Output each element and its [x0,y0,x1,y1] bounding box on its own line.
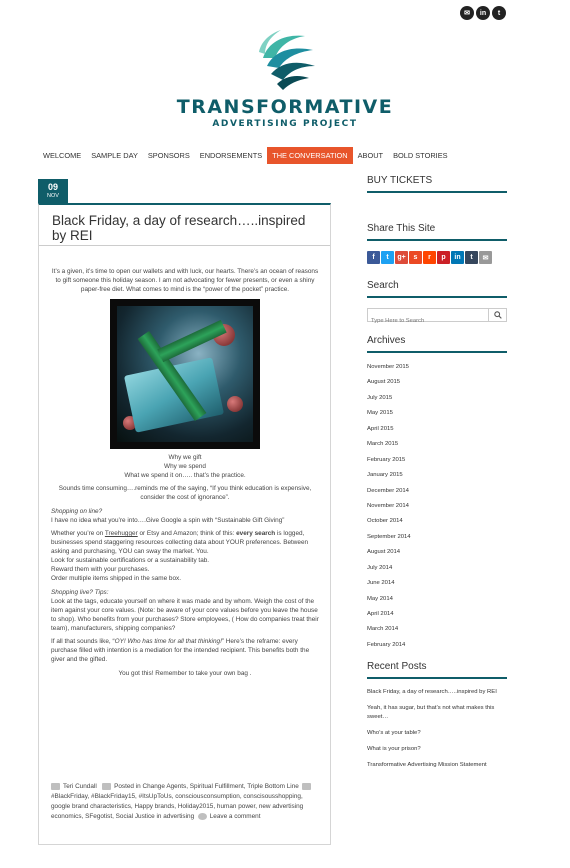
shopping-live-text: Look at the tags, educate yourself on where it was made and by whom. Weigh the cost of the item against your core values. (Note: be aware of your core values before you leave the house to shop). Who benefits from your purchases? Store employees, ( How do companies treat their team), manufacturers, shipping companies? [51,597,319,632]
whether-paragraph: Whether you’re on Treehugger or Etsy and Amazon; think of this: every search is logged, businesses spend staggering resources collecting data about YOUR preferences. Between asking and purchasing, YOU can sway the market. You. [51,530,309,555]
logo-swoosh-icon [253,28,317,94]
search-input[interactable] [368,315,486,327]
blog-post [38,203,331,845]
title-divider [39,245,330,246]
googleplus-icon[interactable]: g+ [395,251,408,264]
stumbleupon-icon[interactable]: s [409,251,422,264]
treehugger-link[interactable]: Treehugger [104,530,138,537]
reframe-paragraph: If all that sounds like, “OY! Who has time for all that thinking!” Here’s the reframe: every purchase filled with intention is a mediation for the intended recipient. This benefits both the giver and the gifted. [51,638,310,663]
archive-link[interactable]: December 2014 [367,487,409,494]
archive-link[interactable]: April 2014 [367,611,394,617]
recent-post-link[interactable]: Black Friday, a day of research…..inspired by REI [367,689,497,696]
logo-title: TRANSFORMATIVE [176,96,394,118]
shopping-online-heading: Shopping on line? [51,507,103,515]
post-tags[interactable]: #BlackFriday, #BlackFriday15, #ItsUpToUs, consciousconsumption, conscisousshopping, google brand characteristics, Happy brands, Holiday2015, human power, new advertising economics, SFegotist, Social Justice in advertising [51,793,304,820]
search-heading: Search [367,280,507,298]
posted-in-label: Posted in [114,783,141,790]
archive-link[interactable]: November 2015 [367,364,409,370]
recent-post-link[interactable]: Transformative Advertising Mission Statement [367,762,487,769]
nav-bold-stories[interactable]: BOLD STORIES [393,151,448,160]
tag-icon [302,783,311,790]
archive-link[interactable]: February 2014 [367,641,406,648]
share-heading: Share This Site [367,223,507,241]
search-icon [494,311,502,319]
main-nav [38,147,453,164]
buy-tickets-link[interactable]: BUY TICKETS [367,175,507,193]
archive-link[interactable]: March 2015 [367,441,399,448]
author-icon [51,783,60,790]
archive-link[interactable]: October 2014 [367,518,403,525]
post-meta [51,782,321,822]
archive-link[interactable]: February 2015 [367,456,406,463]
recent-posts-heading: Recent Posts [367,661,507,679]
pinterest-icon[interactable]: p [437,251,450,264]
archive-link[interactable]: November 2014 [367,502,409,509]
nav-about[interactable]: ABOUT [357,151,384,160]
share-buttons [367,251,507,264]
email-icon[interactable]: ✉ [479,251,492,264]
email-icon[interactable]: ✉ [460,6,474,20]
why-line-3: What we spend it on….. that’s the practice. [124,471,246,479]
why-line-2: Why we spend [164,462,206,470]
archive-link[interactable]: July 2014 [367,564,393,571]
why-line-1: Why we gift [168,453,202,461]
archive-link[interactable]: January 2015 [367,472,403,479]
post-author[interactable]: Teri Cundall [63,783,97,790]
linkedin-icon[interactable]: in [476,6,490,20]
closing-text: You got this! Remember to take your own bag . [118,669,252,677]
nav-the-conversation[interactable]: THE CONVERSATION [267,147,352,164]
comment-icon [198,813,207,820]
leave-comment-link[interactable]: Leave a comment [209,813,261,820]
recent-posts-list [367,688,507,770]
tip-3: Order multiple items shipped in the same box. [51,575,182,582]
twitter-icon[interactable]: t [381,251,394,264]
post-title[interactable]: Black Friday, a day of research…..inspired by REI [52,213,306,243]
recent-post-link[interactable]: Who’s at your table? [367,730,421,737]
post-categories[interactable]: Change Agents, Spiritual Fulfillment, Triple Bottom Line [142,783,299,790]
linkedin-icon[interactable]: in [451,251,464,264]
nav-sample-day[interactable]: SAMPLE DAY [91,151,138,160]
sidebar [367,175,507,777]
search-box [367,308,507,322]
shopping-live-heading: Shopping live? Tips: [51,588,109,596]
nav-welcome[interactable]: WELCOME [43,151,82,160]
logo-subtitle: ADVERTISING PROJECT [212,119,358,129]
folder-icon [102,783,111,790]
archives-list [367,362,507,655]
nav-endorsements[interactable]: ENDORSEMENTS [199,151,263,160]
post-date-badge [38,179,68,204]
recent-post-link[interactable]: What is your prison? [367,746,421,753]
reddit-icon[interactable]: r [423,251,436,264]
archive-link[interactable]: August 2015 [367,379,401,386]
archive-link[interactable]: June 2014 [367,580,395,587]
post-intro: It’s a given, it’s time to open our wallets and with luck, our hearts. There’s an ocean of reasons to gift someone this holiday season. I am not advocating for fewer presents, or even a shiny paper-free diet. What comes to mind is the “power of the pocket” practice. [51,268,319,293]
recent-post-link[interactable]: Yeah, it has sugar, but that’s not what makes this sweet… [367,705,495,721]
site-logo[interactable] [0,28,570,129]
archive-link[interactable]: September 2014 [367,533,411,540]
header-social-links [460,6,506,20]
twitter-icon[interactable]: t [492,6,506,20]
archive-link[interactable]: July 2015 [367,394,393,401]
search-button[interactable] [488,309,506,321]
tip-1: Look for sustainable certifications or a sustainability tab. [51,557,210,564]
archive-link[interactable]: March 2014 [367,626,399,633]
post-body [51,267,319,682]
time-consuming-text: Sounds time consuming….reminds me of the saying, “If you think education is expensive, consider the cost of ignorance”. [58,485,312,501]
tip-2: Reward them with your purchases. [51,566,150,573]
shopping-online-text: I have no idea what you’re into….Give Google a spin with “Sustainable Gift Giving” [51,516,285,524]
tumblr-icon[interactable]: t [465,251,478,264]
post-image-gift [110,299,260,449]
facebook-icon[interactable]: f [367,251,380,264]
nav-sponsors[interactable]: SPONSORS [147,151,190,160]
post-date-day: 09 [47,182,58,192]
archive-link[interactable]: August 2014 [367,549,401,556]
post-date-month: NOV [47,193,59,199]
archive-link[interactable]: May 2015 [367,410,393,417]
archive-link[interactable]: May 2014 [367,595,393,602]
archive-link[interactable]: April 2015 [367,425,394,432]
archives-heading: Archives [367,335,507,353]
